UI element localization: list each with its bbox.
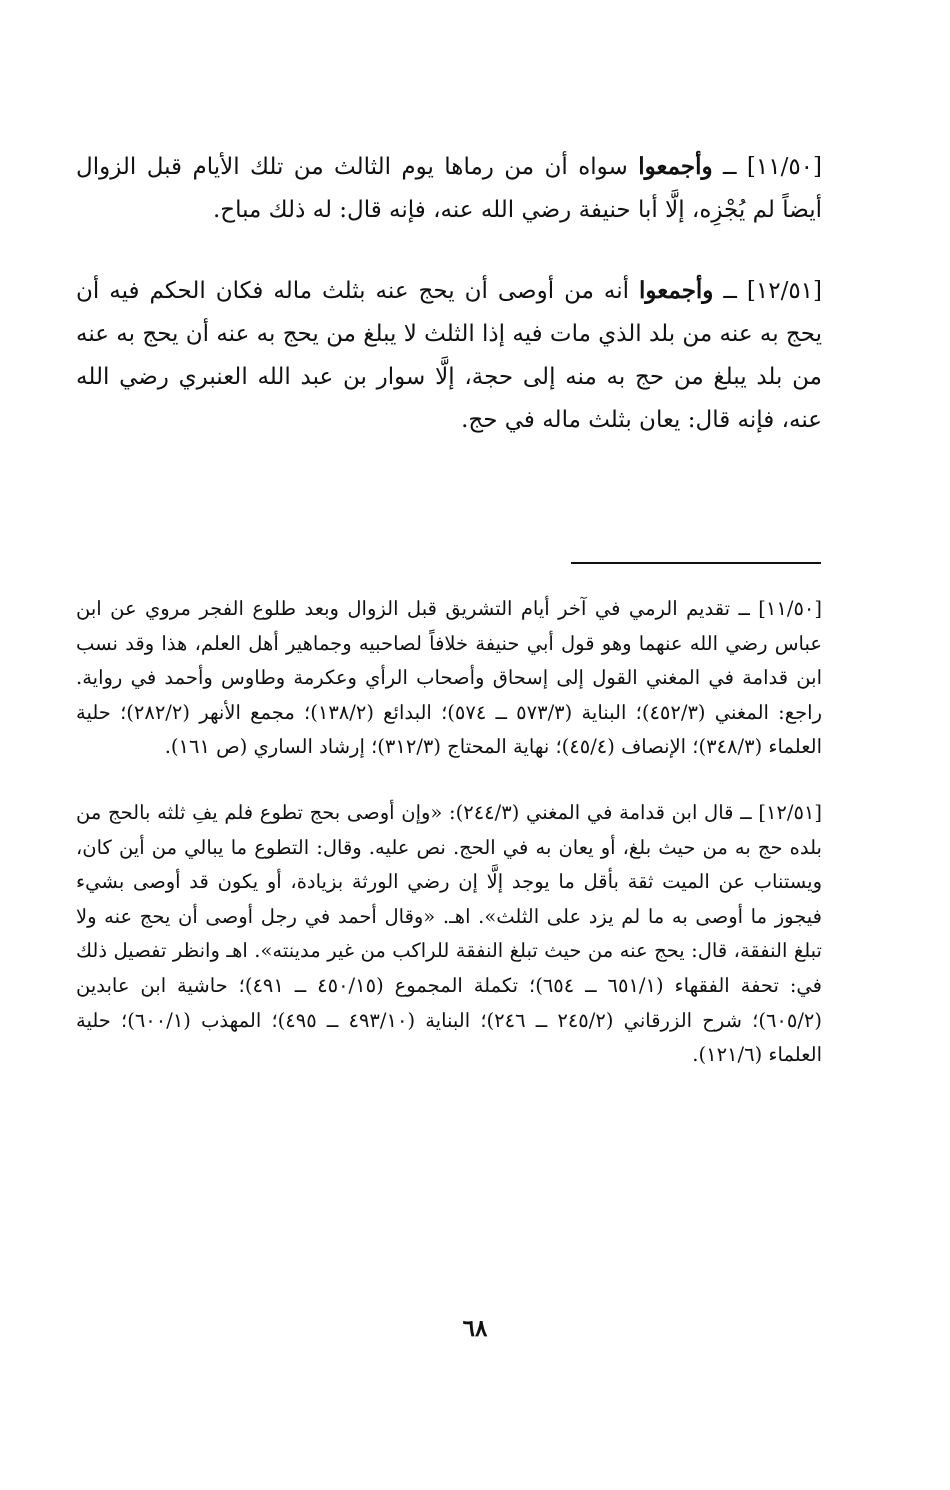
- ruling-lead-word: وأجمعوا: [639, 277, 714, 304]
- footnote-text: تقديم الرمي في آخر أيام التشريق قبل الزوال وبعد طلوع الفجر مروي عن ابن عباس رضي الله عنهما وهو قول أبي حنيفة خلافاً لصاحبيه وجماهير أهل العلم، هذا وقد نسب ابن قدامة في المغني القول إلى إسحاق وأصحاب الرأي وعكرمة وطاوس وأحمد في رواية. راجع: المغني (٤٥٢/٣)؛ البناية (٥٧٣/٣ ــ ٥٧٤)؛ البدائع (١٣٨/٢)؛ مجمع الأنهر (٢٨٢/٢)؛ حلية العلماء (٣٤٨/٣)؛ الإنصاف (٤٥/٤)؛ نهاية المحتاج (٣١٢/٣)؛ إرشاد الساري (ص ١٦١).: [76, 597, 822, 759]
- ruling-text: سواه أن من رماها يوم الثالث من تلك الأيام قبل الزوال أيضاً لم يُجْزِه، إلَّا أبا حنيفة رضي الله عنه، فإنه قال: له ذلك مباح.: [76, 154, 822, 223]
- page-number: ٦٨: [462, 1315, 488, 1342]
- ruling-reference: [١٢/٥١] ــ: [723, 278, 823, 304]
- ruling-text: أنه من أوصى أن يحج عنه بثلث ماله فكان الحكم فيه أن يحج به عنه من بلد الذي مات فيه إذا الثلث لا يبلغ من يحج به عنه أن يحج به عنه من بلد يبلغ من حج به منه إلى حجة، إلَّا سوار بن عبد الله العنبري رضي الله عنه، فإنه قال: يعان بثلث ماله في حج.: [76, 278, 822, 433]
- main-text: [76, 145, 822, 442]
- ruling-lead-word: وأجمعوا: [638, 153, 713, 180]
- footnote: [76, 592, 822, 765]
- footnote-reference: [١١/٥٠] ــ: [738, 597, 822, 620]
- ruling-reference: [١١/٥٠] ــ: [723, 154, 823, 180]
- footnote-text: قال ابن قدامة في المغني (٢٤٤/٣): «وإن أوصى بحج تطوع فلم يفِ ثلثه بالحج من بلده حج به من حيث بلغ، أو يعان به في الحج. نص عليه. وقال: التطوع ما يبالي من أين كان، ويستناب عن الميت ثقة بأقل ما يوجد إلَّا إن رضي الورثة بزيادة، أو يكون قد أوصى بشيء فيجوز ما أوصى به ما لم يزد على الثلث». اهـ. «وقال أحمد في رجل أوصى أن يحج عنه ولا تبلغ النفقة، قال: يحج عنه من حيث تبلغ النفقة للراكب من غير مدينته». اهـ وانظر تفصيل ذلك في: تحفة الفقهاء (٦٥١/١ ــ ٦٥٤)؛ تكملة المجموع (٤٥٠/١٥ ــ ٤٩١)؛ حاشية ابن عابدين (٦٠٥/٢)؛ شرح الزرقاني (٢٤٥/٢ ــ ٢٤٦)؛ البناية (٤٩٣/١٠ ــ ٤٩٥)؛ المهذب (٦٠٠/١)؛ حلية العلماء (١٢١/٦).: [76, 800, 823, 1067]
- footnotes: [76, 592, 822, 1073]
- footnote: [76, 796, 822, 1073]
- ruling-paragraph: [76, 269, 822, 442]
- ruling-paragraph: [76, 145, 822, 232]
- footnote-reference: [١٢/٥١] ــ: [740, 800, 823, 824]
- footnote-separator: [571, 562, 821, 564]
